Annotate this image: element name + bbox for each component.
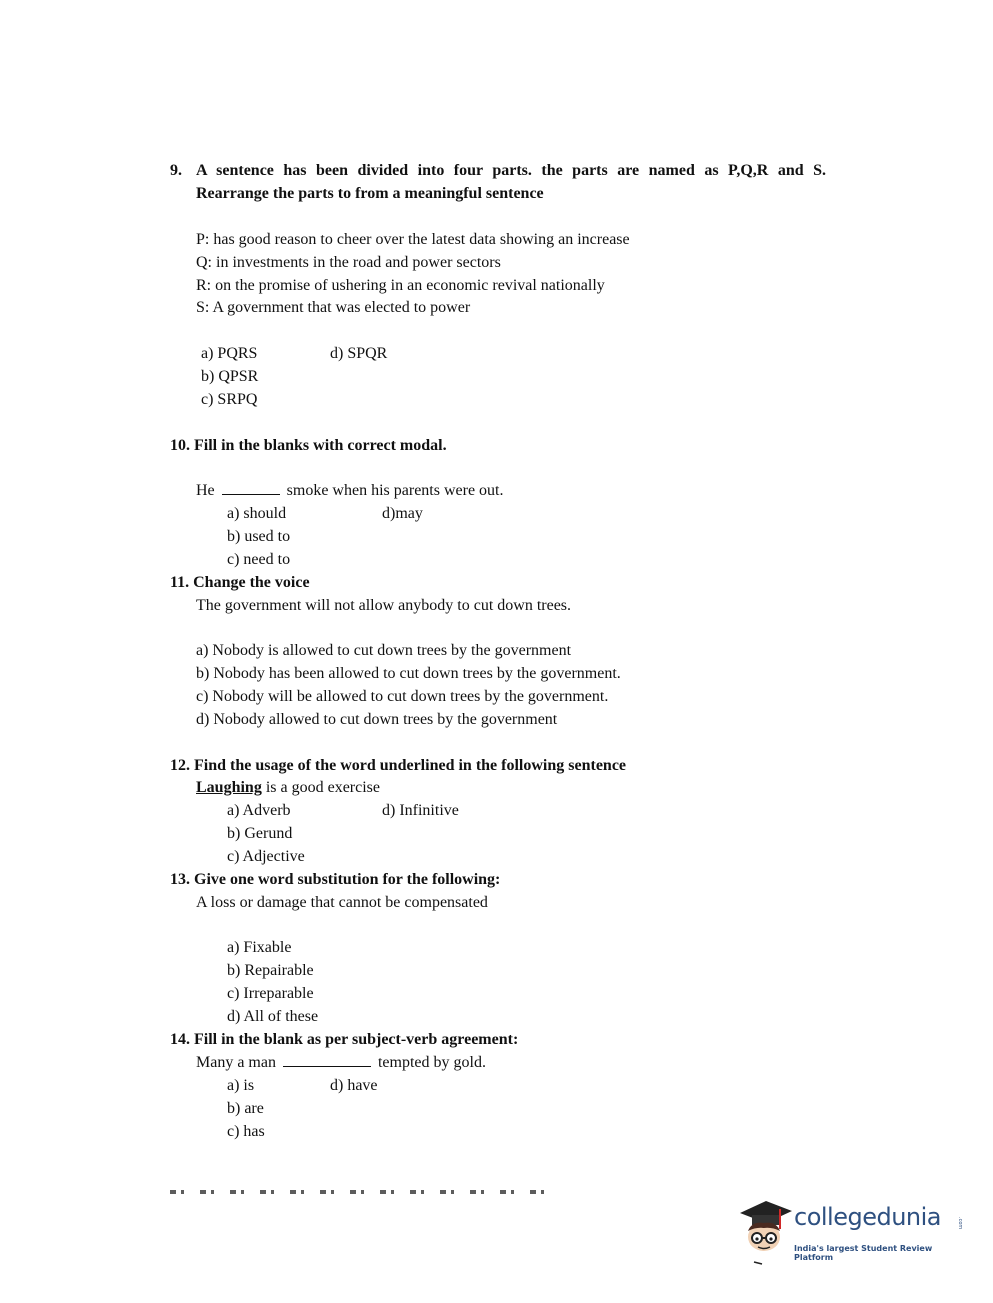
q9-part-q: Q: in investments in the road and power sectors	[196, 254, 501, 271]
q11-option-a: a) Nobody is allowed to cut down trees by the government	[196, 642, 572, 659]
q13-option-c: c) Irreparable	[227, 985, 314, 1002]
q12-option-c: c) Adjective	[227, 848, 305, 865]
q9-option-c: c) SRPQ	[201, 391, 258, 408]
q11-sentence: The government will not allow anybody to cut down trees.	[196, 597, 572, 614]
logo-wordmark: collegedunia	[794, 1203, 942, 1231]
q10-sentence	[196, 482, 504, 500]
q9-option-a: a) PQRS	[201, 345, 258, 362]
q12-option-d: d) Infinitive	[382, 802, 459, 819]
q10-option-d: d)may	[382, 505, 423, 522]
q14-option-b: b) are	[227, 1100, 264, 1117]
cut-off-text-line	[170, 1190, 560, 1194]
q9-option-d: d) SPQR	[330, 345, 388, 362]
q13-title: 13. Give one word substitution for the following:	[170, 871, 501, 888]
q14-sentence	[196, 1054, 486, 1072]
q12-sentence-rest: is a good exercise	[265, 779, 380, 796]
q11-option-d: d) Nobody allowed to cut down trees by the government	[196, 711, 558, 728]
logo-tagline: India's largest Student Review Platform	[794, 1244, 933, 1262]
q13-option-a: a) Fixable	[227, 939, 292, 956]
q13-option-b: b) Repairable	[227, 962, 314, 979]
q11-option-c: c) Nobody will be allowed to cut down trees by the government.	[196, 688, 609, 705]
q9-option-b: b) QPSR	[201, 368, 259, 385]
q11-title: 11. Change the voice	[170, 574, 310, 591]
q12-option-a: a) Adverb	[227, 802, 291, 819]
q14-blank	[283, 1065, 371, 1067]
q9-number: 9.	[170, 162, 182, 179]
q9-part-s: S: A government that was elected to power	[196, 299, 471, 316]
q14-sentence-end: tempted by gold.	[377, 1054, 486, 1071]
q10-title: 10. Fill in the blanks with correct modal.	[170, 437, 447, 454]
q11-option-b: b) Nobody has been allowed to cut down trees by the government.	[196, 665, 621, 682]
q10-option-a: a) should	[227, 505, 287, 522]
q12-sentence	[196, 779, 380, 797]
q9-question-line2: Rearrange the parts to from a meaningful sentence	[196, 185, 544, 202]
q14-option-d: d) have	[330, 1077, 378, 1094]
q9-part-r: R: on the promise of ushering in an economic revival nationally	[196, 277, 605, 294]
q13-option-d: d) All of these	[227, 1008, 319, 1025]
q14-option-a: a) is	[227, 1077, 255, 1094]
q9-part-p: P: has good reason to cheer over the latest data showing an increase	[196, 231, 630, 248]
graduate-mascot-icon	[736, 1195, 794, 1267]
collegedunia-logo	[736, 1195, 966, 1267]
q9-question-line1: A sentence has been divided into four parts. the parts are named as P,Q,R and S.	[196, 162, 826, 179]
q10-option-c: c) need to	[227, 551, 291, 568]
q14-sentence-start: Many a man	[196, 1054, 276, 1071]
q10-option-b: b) used to	[227, 528, 291, 545]
q13-sentence: A loss or damage that cannot be compensated	[196, 894, 488, 911]
q12-option-b: b) Gerund	[227, 825, 293, 842]
q10-sentence-end: smoke when his parents were out.	[286, 482, 504, 499]
q14-option-c: c) has	[227, 1123, 265, 1140]
q10-blank	[222, 493, 280, 495]
q12-title: 12. Find the usage of the word underlined in the following sentence	[170, 757, 627, 774]
logo-com-suffix: .com	[957, 1217, 963, 1230]
q12-underlined-word: Laughing	[196, 779, 262, 796]
q10-sentence-start: He	[196, 482, 215, 499]
q14-title: 14. Fill in the blank as per subject-verb agreement:	[170, 1031, 519, 1048]
